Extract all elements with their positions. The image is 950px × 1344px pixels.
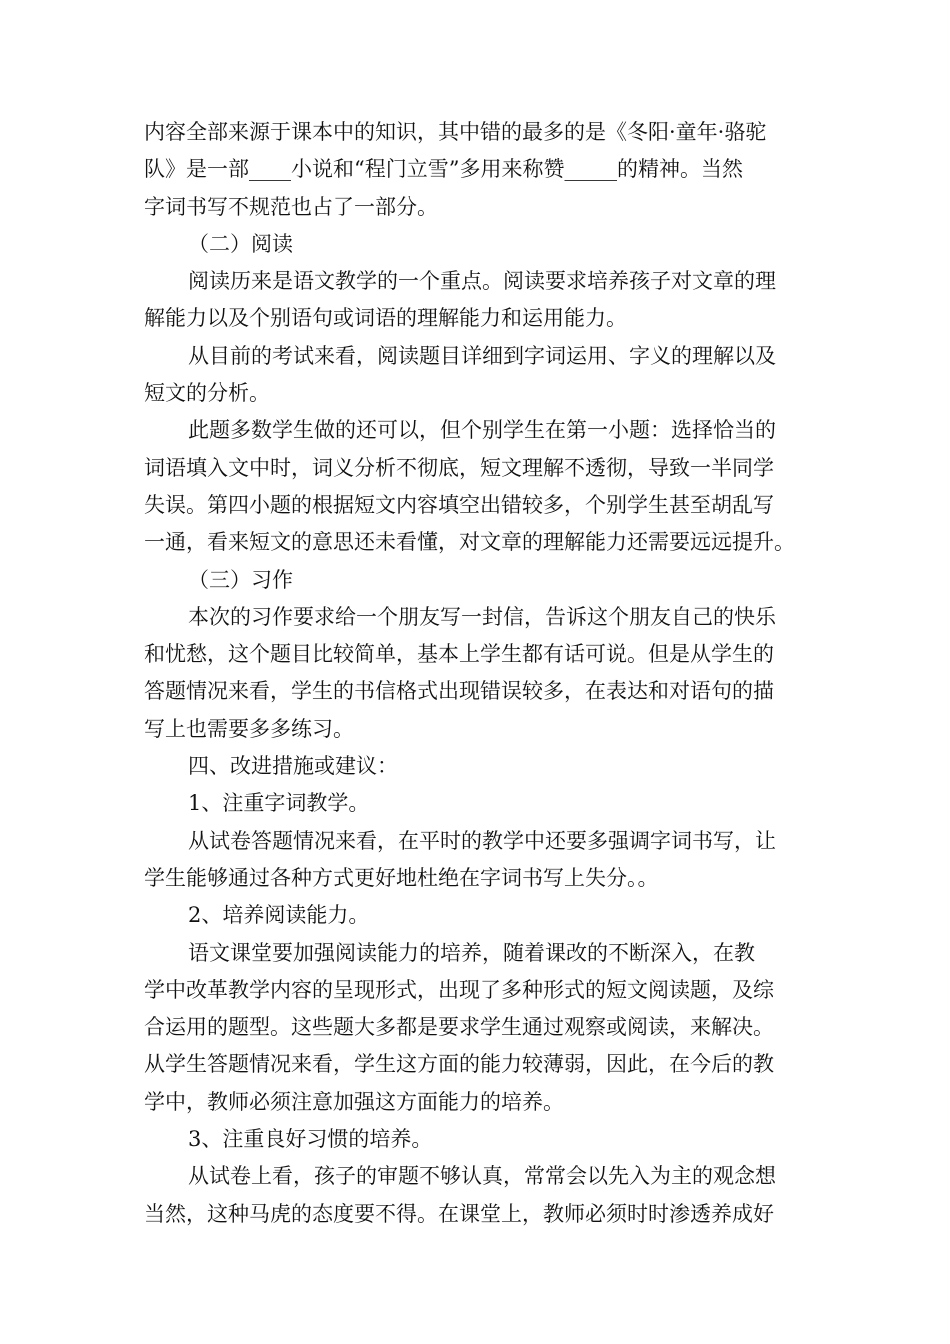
document-body xyxy=(144,114,808,1233)
text-line: 答题情况来看，学生的书信格式出现错误较多，在表达和对语句的描 xyxy=(144,679,774,704)
text-line: 合运用的题型。这些题大多都是要求学生通过观察或阅读，来解决。 xyxy=(144,1015,774,1040)
section-heading-writing: （三）习作 xyxy=(188,567,293,592)
text-line: 失误。第四小题的根据短文内容填空出错较多，个别学生甚至胡乱写 xyxy=(144,492,774,517)
text-line: 阅读历来是语文教学的一个重点。阅读要求培养孩子对文章的理 xyxy=(188,269,776,294)
text-line: 学中，教师必须注意加强这方面能力的培养。 xyxy=(144,1089,564,1114)
subheading-vocabulary: 1、注重字词教学。 xyxy=(188,791,370,816)
text-line: 学中改革教学内容的呈现形式，出现了多种形式的短文阅读题，及综 xyxy=(144,977,774,1002)
text-line: 从目前的考试来看，阅读题目详细到字词运用、字义的理解以及 xyxy=(188,343,776,368)
text-line: 和忧愁，这个题目比较简单，基本上学生都有话可说。但是从学生的 xyxy=(144,642,774,667)
section-heading-reading: （二）阅读 xyxy=(188,231,293,256)
text-line: 从试卷上看，孩子的审题不够认真，常常会以先入为主的观念想 xyxy=(188,1164,776,1189)
text-line: 当然，这种马虎的态度要不得。在课堂上，教师必须时时渗透养成好 xyxy=(144,1201,774,1226)
text-line: 学生能够通过各种方式更好地杜绝在字词书写上失分。。 xyxy=(144,865,659,890)
text-line: 解能力以及个别语句或词语的理解能力和运用能力。 xyxy=(144,306,627,331)
text-line: 从学生答题情况来看，学生这方面的能力较薄弱，因此，在今后的教 xyxy=(144,1052,774,1077)
text-line: 一通，看来短文的意思还未看懂，对文章的理解能力还需要远远提升。 xyxy=(144,530,795,555)
text-line: 从试卷答题情况来看，在平时的教学中还要多强调字词书写，让 xyxy=(188,828,776,853)
text-line: 内容全部来源于课本中的知识，其中错的最多的是《冬阳·童年·骆驼 xyxy=(144,120,767,144)
text-line: 写上也需要多多练习。 xyxy=(144,716,354,741)
subheading-reading-ability: 2、培养阅读能力。 xyxy=(188,903,370,928)
text-line: 字词书写不规范也占了一部分。 xyxy=(144,194,438,219)
section-heading-improvements: 四、改进措施或建议： xyxy=(188,754,398,779)
text-line: 词语填入文中时，词义分析不彻底，短文理解不透彻，导致一半同学 xyxy=(144,455,774,480)
text-line: 短文的分析。 xyxy=(144,381,270,406)
text-line: 此题多数学生做的还可以，但个别学生在第一小题：选择恰当的 xyxy=(188,418,776,443)
text-line: 队》是一部____小说和“程门立雪”多用来称赞_____的精神。当然 xyxy=(144,157,743,182)
text-line: 语文课堂要加强阅读能力的培养，随着课改的不断深入，在教 xyxy=(188,940,755,965)
text-line: 本次的习作要求给一个朋友写一封信，告诉这个朋友自己的快乐 xyxy=(188,604,776,629)
subheading-habits: 3、注重良好习惯的培养。 xyxy=(188,1127,433,1152)
